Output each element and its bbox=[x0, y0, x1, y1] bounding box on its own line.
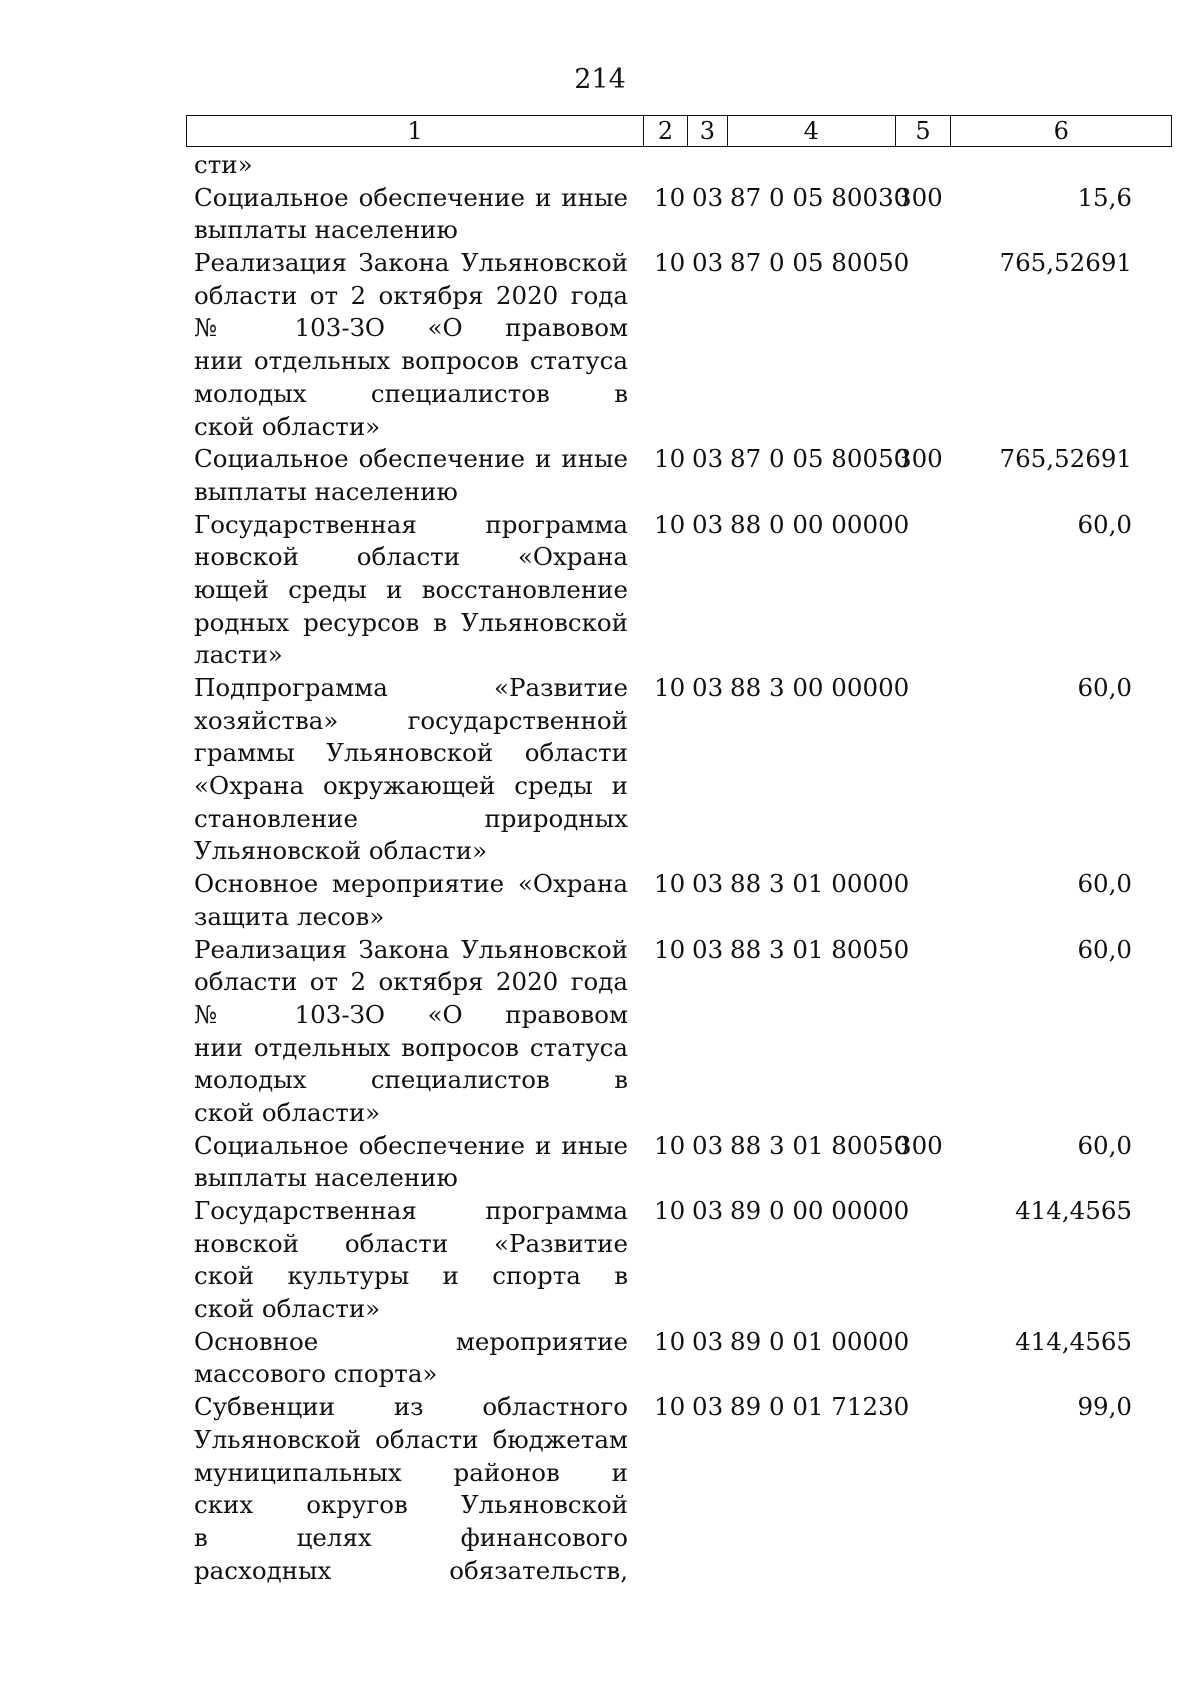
row-name-line: Реализация Закона Ульяновской bbox=[194, 248, 628, 278]
row-name-line: сти» bbox=[194, 150, 253, 179]
table-row bbox=[186, 1326, 1172, 1391]
row-name-cell bbox=[186, 247, 644, 443]
section-code-cell: 10 bbox=[654, 1130, 686, 1160]
row-name-line: Основное мероприятие «Охрана bbox=[194, 869, 628, 899]
amount-cell: 414,4565 bbox=[1015, 1326, 1132, 1356]
row-name-line: ских округов Ульяновской bbox=[194, 1490, 628, 1520]
amount-cell: 15,6 bbox=[1077, 182, 1132, 212]
amount-cell: 60,0 bbox=[1077, 673, 1132, 702]
row-name-line: хозяйства» государственной bbox=[194, 705, 628, 735]
row-name-line: № 103-ЗО «О правовом bbox=[194, 999, 628, 1029]
row-name-cell bbox=[186, 443, 644, 508]
expense-type-code-cell bbox=[896, 247, 952, 443]
table-row bbox=[186, 182, 1172, 247]
row-name-line: выплаты населению bbox=[194, 215, 458, 245]
table-row bbox=[186, 1195, 1172, 1326]
row-name-line: новской области «Охрана bbox=[194, 542, 628, 572]
section-code-cell: 10 bbox=[654, 1392, 686, 1422]
table-header-row bbox=[186, 115, 1172, 147]
row-name-line: «Охрана окружающей среды и bbox=[194, 771, 628, 801]
table-row bbox=[186, 672, 1172, 868]
page-number: 214 bbox=[574, 64, 626, 95]
row-name-line: Реализация Закона Ульяновской bbox=[194, 934, 628, 964]
header-cell-4: 4 bbox=[728, 116, 896, 146]
subsection-code-cell: 03 bbox=[692, 1130, 724, 1160]
row-name-cell bbox=[186, 1195, 644, 1326]
row-name-cell bbox=[186, 934, 644, 1130]
table-body bbox=[186, 147, 1172, 1587]
row-name-line: Субвенции из областного bbox=[194, 1392, 628, 1422]
row-name-line: в целях финансового bbox=[194, 1522, 628, 1552]
row-name-cell bbox=[186, 509, 644, 672]
row-name-line: становление природных bbox=[194, 803, 628, 833]
row-name-line: массового спорта» bbox=[194, 1359, 438, 1389]
row-name-line: Социальное обеспечение и иные bbox=[194, 1130, 628, 1160]
row-name-line: Государственная программа bbox=[194, 1196, 628, 1225]
section-code-cell: 10 bbox=[654, 934, 686, 964]
target-article-code-cell: 88 3 01 80050 bbox=[730, 1130, 910, 1160]
row-name-line: защита лесов» bbox=[194, 901, 385, 931]
row-name-cell bbox=[186, 1130, 644, 1195]
row-name-line: нии отдельных вопросов статуса bbox=[194, 346, 628, 376]
subsection-code-cell: 03 bbox=[692, 509, 724, 539]
table-row bbox=[186, 868, 1172, 933]
amount-cell: 60,0 bbox=[1077, 509, 1132, 539]
section-code-cell: 10 bbox=[654, 444, 686, 474]
subsection-code-cell bbox=[688, 149, 728, 182]
expense-type-code-cell bbox=[896, 934, 952, 1130]
target-article-code-cell: 87 0 05 80030 bbox=[730, 182, 910, 212]
table-row bbox=[186, 934, 1172, 1130]
target-article-code-cell: 89 0 01 00000 bbox=[730, 1326, 910, 1356]
budget-table bbox=[186, 115, 1172, 1587]
expense-type-code-cell bbox=[896, 1326, 952, 1391]
amount-cell: 60,0 bbox=[1077, 869, 1132, 899]
row-name-line: нии отдельных вопросов статуса bbox=[194, 1032, 628, 1062]
row-name-cell bbox=[186, 672, 644, 868]
subsection-code-cell: 03 bbox=[692, 673, 724, 702]
row-name-line: № 103-ЗО «О правовом bbox=[194, 313, 628, 343]
table-row bbox=[186, 247, 1172, 443]
row-name-line: Государственная программа bbox=[194, 509, 628, 539]
subsection-code-cell: 03 bbox=[692, 1326, 724, 1356]
row-name-cell bbox=[186, 868, 644, 933]
target-article-code-cell: 88 3 01 80050 bbox=[730, 934, 910, 964]
header-cell-2: 2 bbox=[644, 116, 688, 146]
expense-type-code-cell bbox=[896, 1391, 952, 1587]
amount-cell bbox=[952, 149, 1172, 182]
expense-type-code-cell: 300 bbox=[896, 444, 943, 474]
expense-type-code-cell bbox=[896, 509, 952, 672]
expense-type-code-cell bbox=[896, 672, 952, 868]
row-name-cell bbox=[186, 1391, 644, 1587]
row-name-line: ласти» bbox=[194, 640, 283, 670]
target-article-code-cell: 87 0 05 80050 bbox=[730, 444, 910, 474]
subsection-code-cell: 03 bbox=[692, 248, 724, 278]
row-name-line: Социальное обеспечение и иные bbox=[194, 182, 628, 212]
amount-cell: 765,52691 bbox=[999, 444, 1132, 474]
row-name-line: муниципальных районов и bbox=[194, 1457, 628, 1487]
expense-type-code-cell: 300 bbox=[896, 1130, 943, 1160]
row-name-line: молодых специалистов в bbox=[194, 378, 628, 408]
row-name-line: Основное мероприятие bbox=[194, 1326, 628, 1356]
row-name-line: Ульяновской области бюджетам bbox=[194, 1424, 628, 1454]
amount-cell: 60,0 bbox=[1077, 1130, 1132, 1160]
target-article-code-cell: 88 3 00 00000 bbox=[730, 673, 910, 702]
section-code-cell: 10 bbox=[654, 1196, 686, 1225]
section-code-cell: 10 bbox=[654, 673, 686, 702]
amount-cell: 99,0 bbox=[1077, 1392, 1132, 1422]
section-code-cell: 10 bbox=[654, 1326, 686, 1356]
subsection-code-cell: 03 bbox=[692, 1196, 724, 1225]
target-article-code-cell: 88 3 01 00000 bbox=[730, 869, 910, 899]
expense-type-code-cell bbox=[896, 1195, 952, 1326]
amount-cell: 765,52691 bbox=[999, 248, 1132, 278]
header-cell-3: 3 bbox=[688, 116, 728, 146]
row-name-line: выплаты населению bbox=[194, 1163, 458, 1193]
row-name-line: выплаты населению bbox=[194, 476, 458, 506]
row-name-line: Ульяновской области» bbox=[194, 836, 488, 866]
table-row bbox=[186, 1391, 1172, 1587]
row-name-line: области от 2 октября 2020 года bbox=[194, 280, 628, 310]
row-name-line: расходных обязательств, bbox=[194, 1555, 628, 1585]
target-article-code-cell bbox=[728, 149, 896, 182]
section-code-cell: 10 bbox=[654, 182, 686, 212]
expense-type-code-cell bbox=[896, 868, 952, 933]
subsection-code-cell: 03 bbox=[692, 869, 724, 899]
row-name-line: молодых специалистов в bbox=[194, 1065, 628, 1095]
header-cell-5: 5 bbox=[896, 116, 952, 146]
table-row bbox=[186, 509, 1172, 672]
row-name-cell bbox=[186, 1326, 644, 1391]
section-code-cell bbox=[644, 149, 688, 182]
row-name-cell bbox=[186, 149, 644, 182]
amount-cell: 60,0 bbox=[1077, 934, 1132, 964]
section-code-cell: 10 bbox=[654, 509, 686, 539]
row-name-line: ской области» bbox=[194, 411, 381, 441]
subsection-code-cell: 03 bbox=[692, 444, 724, 474]
section-code-cell: 10 bbox=[654, 248, 686, 278]
table-row bbox=[186, 149, 1172, 182]
target-article-code-cell: 88 0 00 00000 bbox=[730, 509, 910, 539]
table-row bbox=[186, 1130, 1172, 1195]
header-cell-1: 1 bbox=[187, 116, 644, 146]
amount-cell: 414,4565 bbox=[1015, 1196, 1132, 1225]
row-name-line: области от 2 октября 2020 года bbox=[194, 967, 628, 997]
expense-type-code-cell bbox=[896, 149, 952, 182]
row-name-line: граммы Ульяновской области bbox=[194, 738, 628, 768]
row-name-line: ющей среды и восстановление bbox=[194, 574, 628, 604]
target-article-code-cell: 89 0 01 71230 bbox=[730, 1392, 910, 1422]
table-row bbox=[186, 443, 1172, 508]
subsection-code-cell: 03 bbox=[692, 182, 724, 212]
row-name-line: родных ресурсов в Ульяновской bbox=[194, 607, 628, 637]
row-name-line: Подпрограмма «Развитие bbox=[194, 673, 628, 702]
row-name-line: Социальное обеспечение и иные bbox=[194, 444, 628, 474]
row-name-line: ской области» bbox=[194, 1294, 381, 1324]
row-name-line: ской области» bbox=[194, 1097, 381, 1127]
target-article-code-cell: 89 0 00 00000 bbox=[730, 1196, 910, 1225]
row-name-cell bbox=[186, 182, 644, 247]
header-cell-6: 6 bbox=[1053, 117, 1069, 145]
row-name-line: ской культуры и спорта в bbox=[194, 1261, 628, 1291]
target-article-code-cell: 87 0 05 80050 bbox=[730, 248, 910, 278]
expense-type-code-cell: 300 bbox=[896, 182, 943, 212]
row-name-line: новской области «Развитие bbox=[194, 1228, 628, 1258]
subsection-code-cell: 03 bbox=[692, 934, 724, 964]
section-code-cell: 10 bbox=[654, 869, 686, 899]
subsection-code-cell: 03 bbox=[692, 1392, 724, 1422]
